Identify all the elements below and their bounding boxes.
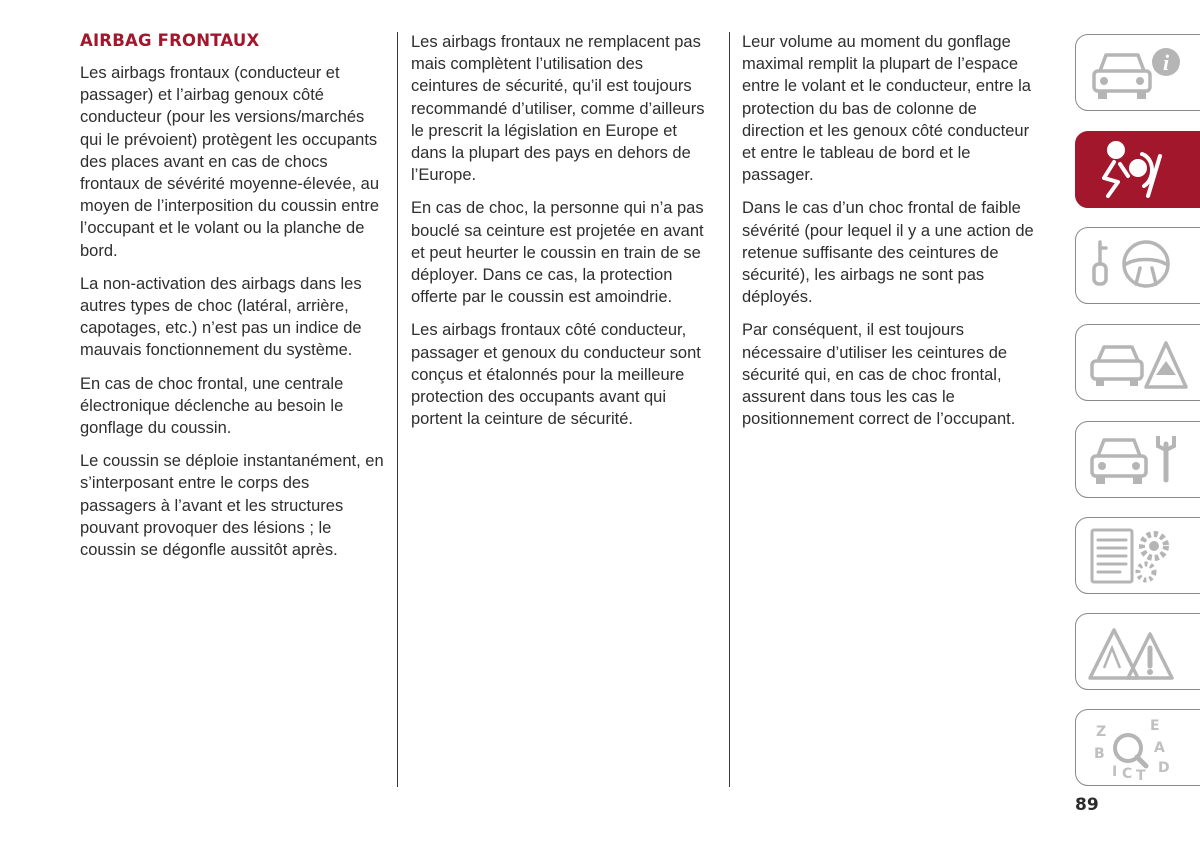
alphabetical-index-icon [1084, 716, 1194, 780]
car-wrench-icon [1084, 428, 1194, 492]
car-crash-warning-icon [1084, 331, 1194, 395]
paragraph: Leur volume au moment du gonflage maximal remplit la plupart de l’espace entre le volant et le conducteur, entre la protection du bas de colonne de direction et les genoux côté conducteur et entre le tableau de bord et le passager. [742, 33, 1031, 185]
page-number: 89 [1075, 795, 1099, 815]
svg-text:D: D [1158, 760, 1170, 776]
nav-tab-emergency[interactable] [1075, 324, 1200, 401]
paragraph: Les airbags frontaux ne remplacent pas mais complètent l’utilisation des ceintures de sécurité, qu’il est toujours recommandé d’utiliser, comme d’ailleurs le prescrit la législation en Europe et dans la plupart des pays en dehors de l’Europe. [411, 33, 705, 185]
paragraph: Les airbags frontaux côté conducteur, passager et genoux du conducteur sont conçus et étalonnés pour la meilleure protection des occupants avant qui portent la ceinture de sécurité. [411, 321, 701, 429]
svg-text:A: A [1154, 740, 1165, 756]
paragraph: La non-activation des airbags dans les autres types de choc (latéral, arrière, capotages, etc.) n’est pas un indice de mauvais fonctionnement du système. [80, 274, 362, 360]
paragraph: Le coussin se déploie instantanément, en s’interposant entre le corps des passagers à l’avant et les structures pouvant provoquer des lésions ; le coussin se dégonfle aussitôt après. [80, 452, 384, 560]
paragraph: Les airbags frontaux (conducteur et passager) et l’airbag genoux côté conducteur (pour les versions/marchés qui le prévoient) protègent les occupants des places avant en cas de chocs frontaux de sévérité moyenne-élevée, au moyen de l’interposition du coussin entre l’occupant et le volant ou la planche de bord. [80, 64, 380, 260]
text-column-1 [80, 62, 388, 572]
paragraph: Dans le cas d’un choc frontal de faible sévérité (pour lequel il y a une action de retenue suffisante des ceintures de sécurité), les airbags ne sont pas déployés. [742, 199, 1034, 307]
warning-triangles-icon [1084, 620, 1194, 684]
paragraph: En cas de choc frontal, une centrale électronique déclenche au besoin le gonflage du coussin. [80, 374, 344, 438]
svg-text:B: B [1094, 746, 1105, 762]
section-title: AIRBAG FRONTAUX [80, 31, 260, 50]
nav-tab-starting-driving[interactable] [1075, 227, 1200, 304]
column-divider [729, 32, 730, 787]
svg-text:i: i [1162, 50, 1170, 75]
nav-tab-index[interactable] [1075, 709, 1200, 786]
car-info-icon [1084, 41, 1194, 105]
paragraph: En cas de choc, la personne qui n’a pas bouclé sa ceinture est projetée en avant et peut heurter le coussin en train de se déployer. Dans ce cas, la protection offerte par le coussin est amoindrie. [411, 199, 704, 307]
airbag-seat-icon [1084, 138, 1194, 202]
text-column-3 [742, 31, 1042, 441]
nav-tab-warnings[interactable] [1075, 613, 1200, 690]
specifications-gear-icon [1084, 524, 1194, 588]
svg-text:C: C [1122, 766, 1133, 780]
nav-tab-safety[interactable] [1075, 131, 1200, 208]
nav-tab-maintenance[interactable] [1075, 421, 1200, 498]
text-column-2 [411, 31, 711, 441]
column-divider [397, 32, 398, 787]
svg-text:T: T [1136, 768, 1146, 780]
svg-text:Z: Z [1096, 724, 1107, 740]
svg-text:I: I [1112, 764, 1118, 780]
svg-text:E: E [1150, 718, 1160, 734]
paragraph: Par conséquent, il est toujours nécessaire d’utiliser les ceintures de sécurité qui, en cas de choc frontal, assurent dans tous les cas le positionnement correct de l’occupant. [742, 321, 1016, 429]
key-steering-wheel-icon [1084, 234, 1194, 298]
nav-tab-knowing-car[interactable] [1075, 34, 1200, 111]
nav-tab-technical-data[interactable] [1075, 517, 1200, 594]
